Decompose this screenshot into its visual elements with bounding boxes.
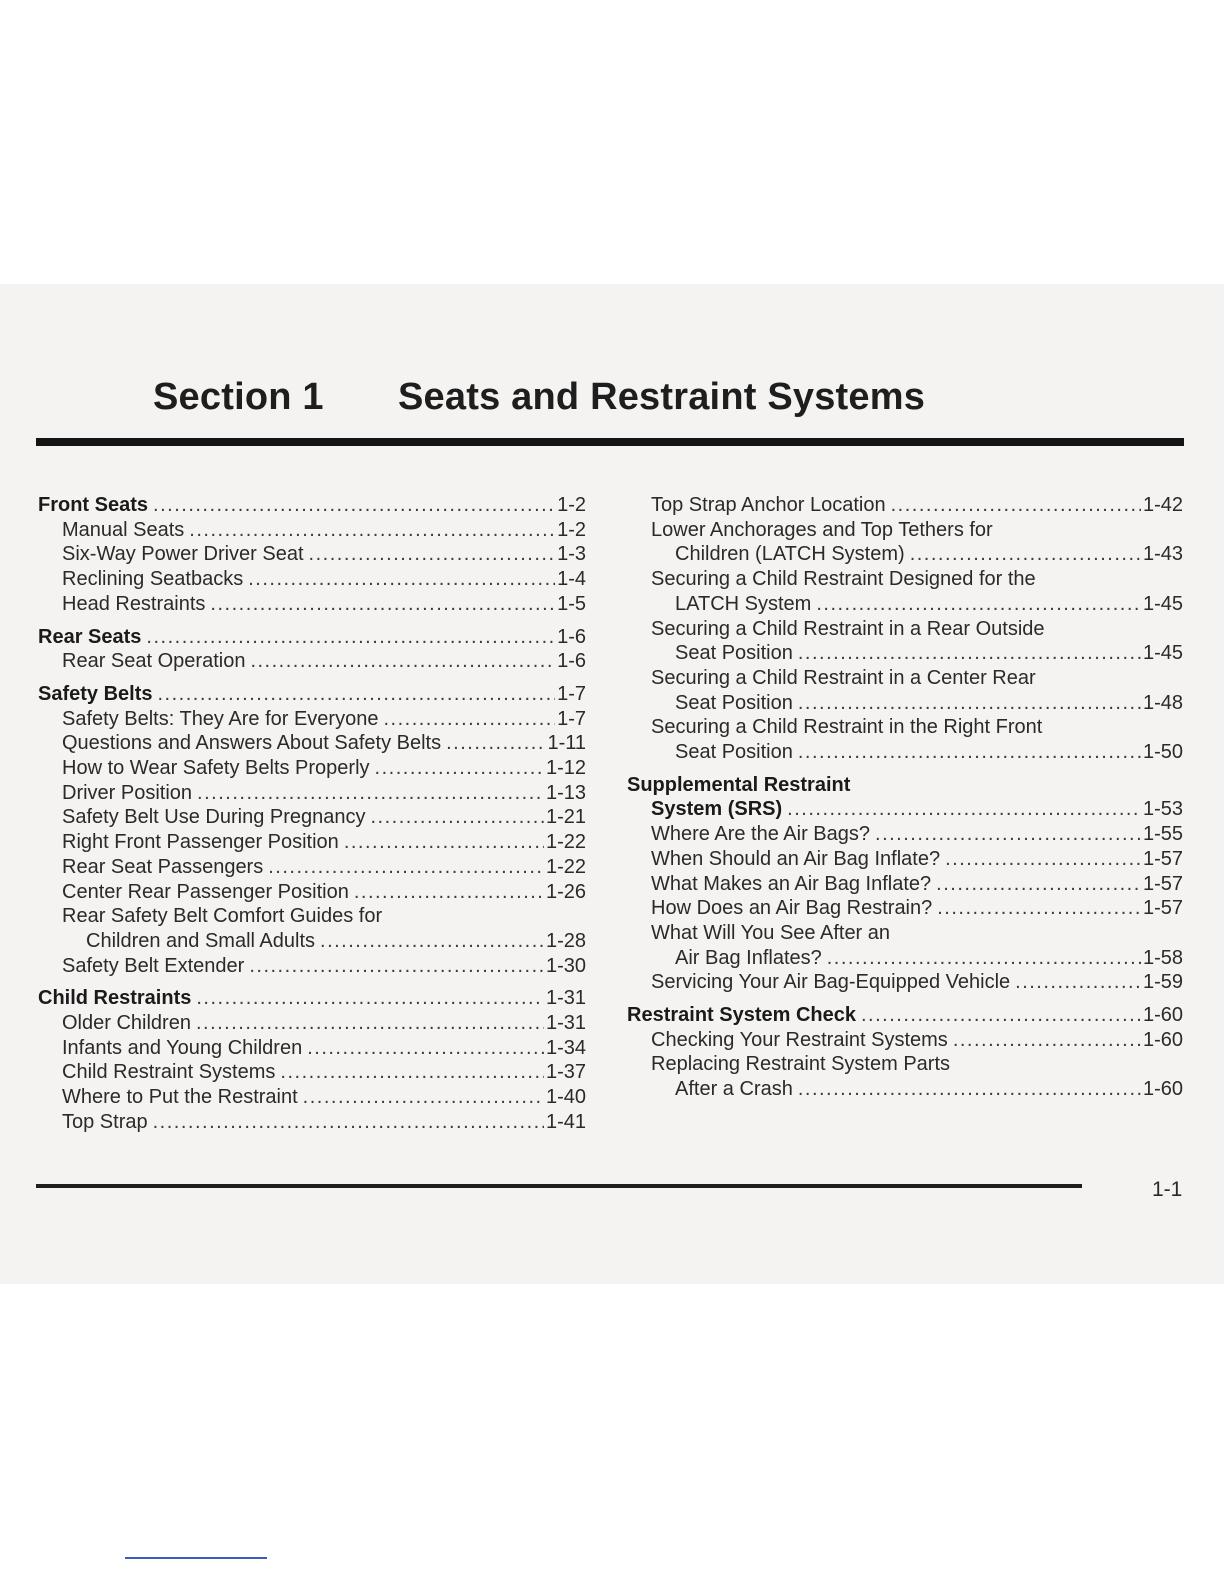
toc-entry[interactable] xyxy=(38,592,586,617)
toc-entry[interactable] xyxy=(38,1060,586,1085)
toc-leader-dots xyxy=(146,625,555,650)
toc-leader-dots xyxy=(375,756,544,781)
toc-page-number: 1-60 xyxy=(1142,1078,1183,1101)
toc-page-number: 1-43 xyxy=(1142,543,1183,566)
toc-entry[interactable] xyxy=(627,896,1183,921)
toc-left-column xyxy=(38,493,586,1135)
toc-entry-label: Manual Seats xyxy=(62,518,185,541)
toc-page-number: 1-28 xyxy=(545,929,586,952)
toc-entry-label: Safety Belts xyxy=(38,682,153,705)
page-number: 1-1 xyxy=(1152,1178,1183,1201)
toc-entry[interactable] xyxy=(38,707,586,732)
toc-entry-label: Restraint System Check xyxy=(627,1004,856,1027)
toc-page-number: 1-6 xyxy=(557,625,586,648)
toc-leader-dots xyxy=(344,830,544,855)
toc-entry-label: Questions and Answers About Safety Belts xyxy=(62,732,442,755)
toc-entry-label: Rear Seat Operation xyxy=(62,650,246,673)
toc-page-number: 1-37 xyxy=(545,1061,586,1084)
toc-heading[interactable] xyxy=(627,773,1183,798)
toc-entry[interactable] xyxy=(38,855,586,880)
toc-entry-label: System (SRS) xyxy=(651,798,783,821)
toc-entry[interactable] xyxy=(627,1028,1183,1053)
header-rule xyxy=(36,438,1184,446)
toc-page-number: 1-22 xyxy=(545,831,586,854)
toc-entry[interactable] xyxy=(38,1011,586,1036)
toc-entry[interactable] xyxy=(38,954,586,979)
toc-page-number: 1-7 xyxy=(557,707,586,730)
toc-leader-dots xyxy=(937,896,1141,921)
toc-leader-dots xyxy=(197,781,544,806)
toc-entry-label: Seat Position xyxy=(675,741,793,764)
toc-heading[interactable] xyxy=(38,625,586,650)
toc-entry[interactable] xyxy=(38,904,586,929)
toc-entry[interactable] xyxy=(627,822,1183,847)
toc-entry[interactable] xyxy=(627,617,1183,642)
toc-leader-dots xyxy=(158,682,556,707)
toc-page-number: 1-21 xyxy=(545,806,586,829)
toc-entry-label: Lower Anchorages and Top Tethers for xyxy=(651,518,993,541)
toc-page-number: 1-6 xyxy=(557,650,586,673)
toc-entry[interactable] xyxy=(38,880,586,905)
toc-page-number: 1-34 xyxy=(545,1036,586,1059)
toc-page-number: 1-5 xyxy=(557,592,586,615)
toc-leader-dots xyxy=(875,822,1141,847)
toc-page-number: 1-30 xyxy=(545,954,586,977)
toc-leader-dots xyxy=(303,1085,544,1110)
toc-entry-label: When Should an Air Bag Inflate? xyxy=(651,847,941,870)
toc-page-number: 1-31 xyxy=(545,987,586,1010)
toc-leader-dots xyxy=(383,707,555,732)
toc-entry[interactable] xyxy=(627,542,1183,567)
manual-page xyxy=(0,284,1224,1284)
toc-page-number: 1-26 xyxy=(545,880,586,903)
toc-page-number: 1-13 xyxy=(545,781,586,804)
toc-entry-label: Center Rear Passenger Position xyxy=(62,880,349,903)
toc-entry[interactable] xyxy=(38,805,586,830)
toc-entry-label: How to Wear Safety Belts Properly xyxy=(62,757,370,780)
footer-rule xyxy=(36,1184,1082,1188)
toc-entry-label: LATCH System xyxy=(675,592,812,615)
toc-entry-label: Children and Small Adults xyxy=(86,929,316,952)
toc-leader-dots xyxy=(945,847,1141,872)
toc-entry[interactable] xyxy=(38,929,586,954)
toc-entry[interactable] xyxy=(627,740,1183,765)
section-label: Section 1 xyxy=(153,376,324,418)
toc-page-number: 1-2 xyxy=(557,494,586,516)
toc-leader-dots xyxy=(354,880,544,905)
toc-leader-dots xyxy=(153,493,555,518)
toc-leader-dots xyxy=(189,518,555,543)
toc-leader-dots xyxy=(798,740,1141,765)
toc-leader-dots xyxy=(910,542,1141,567)
toc-entry-label: Older Children xyxy=(62,1012,191,1035)
toc-entry[interactable] xyxy=(627,691,1183,716)
toc-entry[interactable] xyxy=(38,781,586,806)
toc-entry-label: Air Bag Inflates? xyxy=(675,946,822,969)
toc-heading[interactable] xyxy=(38,682,586,707)
toc-page-number: 1-57 xyxy=(1142,872,1183,895)
toc-leader-dots xyxy=(268,855,544,880)
toc-leader-dots xyxy=(861,1003,1141,1028)
toc-page-number: 1-11 xyxy=(547,732,586,755)
toc-entry-label: Head Restraints xyxy=(62,592,206,615)
toc-entry[interactable] xyxy=(627,847,1183,872)
toc-entry-label: Securing a Child Restraint in a Rear Outside xyxy=(651,617,1045,640)
toc-page-number: 1-60 xyxy=(1142,1028,1183,1051)
toc-page-number: 1-55 xyxy=(1142,823,1183,846)
toc-entry[interactable] xyxy=(38,1110,586,1135)
toc-entry-label: Replacing Restraint System Parts xyxy=(651,1053,951,1076)
toc-leader-dots xyxy=(320,929,544,954)
toc-leader-dots xyxy=(210,592,555,617)
toc-entry[interactable] xyxy=(627,567,1183,592)
toc-page-number: 1-3 xyxy=(557,543,586,566)
toc-entry[interactable] xyxy=(627,715,1183,740)
toc-page-number: 1-58 xyxy=(1142,946,1183,969)
toc-entry[interactable] xyxy=(627,518,1183,543)
toc-entry-label: Servicing Your Air Bag-Equipped Vehicle xyxy=(651,971,1011,994)
toc-page-number: 1-53 xyxy=(1142,798,1183,821)
toc-entry[interactable] xyxy=(38,1085,586,1110)
toc-entry[interactable] xyxy=(627,641,1183,666)
toc-entry[interactable] xyxy=(627,592,1183,617)
toc-page-number: 1-45 xyxy=(1142,592,1183,615)
toc-entry-label: Securing a Child Restraint in a Center Rear xyxy=(651,666,1036,689)
toc-entry-label: Top Strap xyxy=(62,1110,148,1133)
toc-page-number: 1-59 xyxy=(1142,971,1183,994)
toc-leader-dots xyxy=(196,1011,544,1036)
toc-page-number: 1-4 xyxy=(557,568,586,591)
toc-page-number: 1-12 xyxy=(545,757,586,780)
toc-leader-dots xyxy=(248,567,555,592)
toc-leader-dots xyxy=(196,986,544,1011)
toc-entry-label: Securing a Child Restraint in the Right Front xyxy=(651,716,1043,739)
toc-page-number: 1-40 xyxy=(545,1086,586,1109)
toc-entry[interactable] xyxy=(627,921,1183,946)
toc-entry-label: Where Are the Air Bags? xyxy=(651,823,871,846)
section-name: Seats and Restraint Systems xyxy=(398,376,926,418)
toc-entry-label: What Will You See After an xyxy=(651,921,891,944)
toc-leader-dots xyxy=(307,1036,544,1061)
toc-entry[interactable] xyxy=(38,830,586,855)
toc-leader-dots xyxy=(798,691,1141,716)
toc-entry-label: Checking Your Restraint Systems xyxy=(651,1028,948,1051)
toc-entry[interactable] xyxy=(38,649,586,674)
toc-page-number: 1-2 xyxy=(557,518,586,541)
toc-leader-dots xyxy=(280,1060,544,1085)
toc-entry-label: Driver Position xyxy=(62,781,193,804)
toc-entry-label: What Makes an Air Bag Inflate? xyxy=(651,872,932,895)
toc-entry-label: Seat Position xyxy=(675,691,793,714)
toc-leader-dots xyxy=(249,954,544,979)
toc-entry-label: Safety Belt Extender xyxy=(62,954,245,977)
toc-leader-dots xyxy=(798,1077,1141,1102)
toc-page-number: 1-57 xyxy=(1142,847,1183,870)
toc-heading[interactable] xyxy=(38,493,586,518)
toc-entry[interactable] xyxy=(627,666,1183,691)
toc-leader-dots xyxy=(936,872,1141,897)
toc-leader-dots xyxy=(153,1110,544,1135)
section-title xyxy=(153,376,925,419)
toc-leader-dots xyxy=(446,731,545,756)
toc-leader-dots xyxy=(891,493,1141,518)
toc-entry[interactable] xyxy=(627,872,1183,897)
toc-leader-dots xyxy=(787,797,1141,822)
toc-entry[interactable] xyxy=(38,567,586,592)
toc-entry[interactable] xyxy=(38,1036,586,1061)
toc-entry-label: Front Seats xyxy=(38,494,149,516)
toc-leader-dots xyxy=(798,641,1141,666)
toc-entry-label: Seat Position xyxy=(675,642,793,665)
toc-entry-label: Safety Belt Use During Pregnancy xyxy=(62,806,366,829)
toc-entry-label: Children (LATCH System) xyxy=(675,543,905,566)
toc-entry[interactable] xyxy=(38,518,586,543)
toc-entry-label: Safety Belts: They Are for Everyone xyxy=(62,707,379,730)
toc-entry-label: Child Restraint Systems xyxy=(62,1061,276,1084)
toc-leader-dots xyxy=(816,592,1141,617)
toc-page-number: 1-57 xyxy=(1142,897,1183,920)
toc-right-column xyxy=(627,493,1183,1102)
toc-entry[interactable] xyxy=(38,731,586,756)
toc-entry-label: After a Crash xyxy=(675,1078,793,1101)
toc-page-number: 1-48 xyxy=(1142,691,1183,714)
toc-page-number: 1-42 xyxy=(1142,494,1183,516)
toc-page-number: 1-41 xyxy=(545,1110,586,1133)
toc-page-number: 1-45 xyxy=(1142,642,1183,665)
toc-entry-label: Rear Seat Passengers xyxy=(62,855,264,878)
toc-leader-dots xyxy=(1015,970,1141,995)
toc-leader-dots xyxy=(827,946,1141,971)
toc-page-number: 1-50 xyxy=(1142,741,1183,764)
toc-entry[interactable] xyxy=(38,542,586,567)
toc-page-number: 1-31 xyxy=(545,1012,586,1035)
toc-entry-label: Infants and Young Children xyxy=(62,1036,303,1059)
toc-entry[interactable] xyxy=(627,1052,1183,1077)
toc-entry-label: Where to Put the Restraint xyxy=(62,1086,298,1109)
toc-entry-label: Right Front Passenger Position xyxy=(62,831,339,854)
toc-page-number: 1-60 xyxy=(1142,1004,1183,1027)
toc-page-number: 1-7 xyxy=(557,682,586,705)
toc-entry[interactable] xyxy=(627,493,1183,518)
toc-entry-label: Rear Safety Belt Comfort Guides for xyxy=(62,905,383,928)
toc-entry-label: Securing a Child Restraint Designed for the xyxy=(651,568,1036,591)
toc-entry-label: How Does an Air Bag Restrain? xyxy=(651,897,933,920)
toc-leader-dots xyxy=(953,1028,1141,1053)
toc-entry[interactable] xyxy=(627,1077,1183,1102)
toc-entry-label: Top Strap Anchor Location xyxy=(651,494,886,516)
toc-entry-label: Child Restraints xyxy=(38,987,192,1010)
toc-entry[interactable] xyxy=(627,946,1183,971)
toc-entry-label: Supplemental Restraint xyxy=(627,773,851,796)
toc-heading[interactable] xyxy=(38,986,586,1011)
toc-leader-dots xyxy=(250,649,555,674)
toc-entry-label: Rear Seats xyxy=(38,625,142,648)
toc-entry[interactable] xyxy=(627,797,1183,822)
toc-leader-dots xyxy=(309,542,556,567)
toc-entry-label: Six-Way Power Driver Seat xyxy=(62,543,304,566)
toc-heading[interactable] xyxy=(627,1003,1183,1028)
toc-entry[interactable] xyxy=(38,756,586,781)
toc-entry-label: Reclining Seatbacks xyxy=(62,568,244,591)
toc-page-number: 1-22 xyxy=(545,855,586,878)
footer-link-underline[interactable] xyxy=(125,1557,267,1559)
toc-leader-dots xyxy=(371,805,544,830)
toc-entry[interactable] xyxy=(627,970,1183,995)
